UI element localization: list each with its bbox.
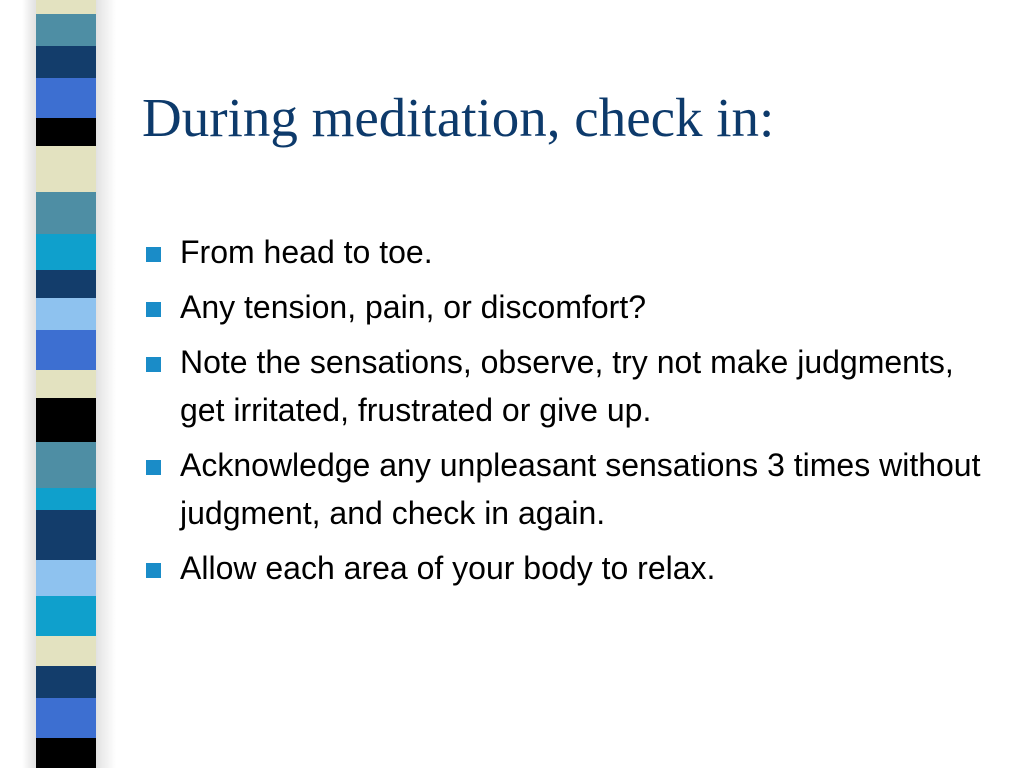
stripe-block <box>36 146 96 192</box>
stripe-block <box>36 442 96 488</box>
bullet-item <box>142 441 1002 537</box>
stripe-block <box>36 698 96 738</box>
stripe-block <box>36 488 96 510</box>
bullet-item <box>142 228 1002 276</box>
stripe-block <box>36 398 96 442</box>
square-bullet-icon <box>146 357 161 372</box>
square-bullet-icon <box>146 460 161 475</box>
stripe-block <box>36 118 96 146</box>
stripe-block <box>36 0 96 14</box>
square-bullet-icon <box>146 247 161 262</box>
bullet-text: Allow each area of your body to relax. <box>180 550 716 586</box>
stripe-block <box>36 738 96 768</box>
stripe-block <box>36 636 96 666</box>
stripe-block <box>36 192 96 234</box>
stripe-block <box>36 14 96 46</box>
stripe-block <box>36 330 96 370</box>
bullet-text: Any tension, pain, or discomfort? <box>180 289 647 325</box>
stripe-block <box>36 298 96 330</box>
bullet-list <box>142 228 1002 599</box>
bullet-item <box>142 338 1002 434</box>
slide-title: During meditation, check in: <box>142 87 775 148</box>
stripe-block <box>36 46 96 78</box>
stripe-block <box>36 78 96 118</box>
stripe-block <box>36 666 96 698</box>
bullet-item <box>142 544 1002 592</box>
stripe-block <box>36 560 96 596</box>
stripe-block <box>36 510 96 560</box>
square-bullet-icon <box>146 563 161 578</box>
bullet-text: From head to toe. <box>180 234 433 270</box>
bullet-item <box>142 283 1002 331</box>
bullet-text: Acknowledge any unpleasant sensations 3 times without judgment, and check in again. <box>180 447 981 531</box>
stripe-block <box>36 370 96 398</box>
stripe-block <box>36 270 96 298</box>
stripe-block <box>36 596 96 636</box>
square-bullet-icon <box>146 302 161 317</box>
decorative-stripe <box>36 0 96 768</box>
stripe-block <box>36 234 96 270</box>
bullet-text: Note the sensations, observe, try not make judgments, get irritated, frustrated or give up. <box>180 344 954 428</box>
